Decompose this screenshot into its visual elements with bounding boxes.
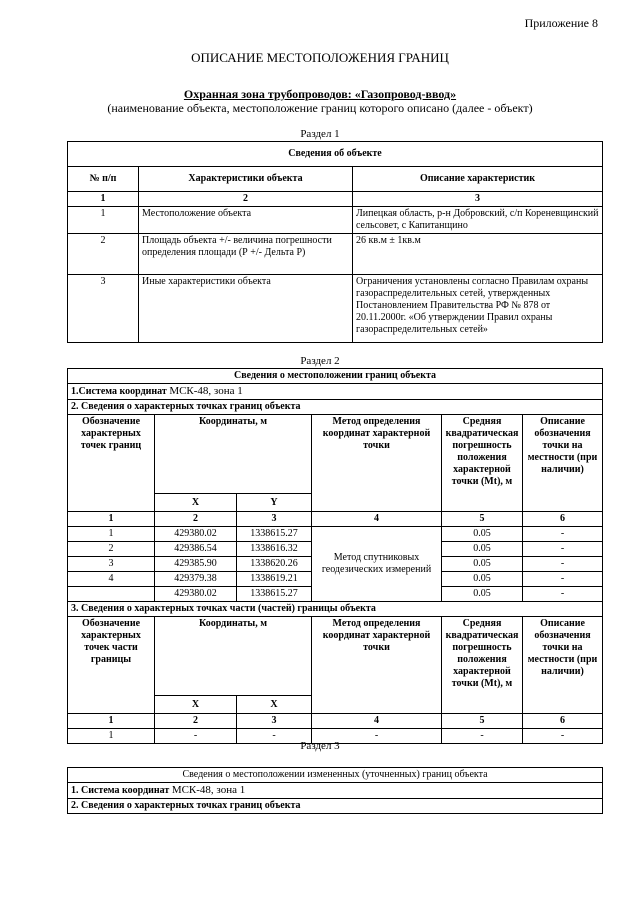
part-err: - [442,729,523,744]
part-number: 1 [68,729,155,744]
h-desc-part: Описание обозначения точки на местности (при наличии) [523,617,603,714]
index-cell: 3 [237,714,312,729]
index-cell: 2 [155,714,237,729]
col-desc: Описание характеристик [353,167,603,192]
section2-table [67,368,603,744]
table-row [68,527,603,542]
h-x: X [155,494,237,512]
section1-label: Раздел 1 [300,128,340,140]
coord-system [68,384,603,400]
point-y: 1338616.32 [237,542,312,557]
point-x: 429386.54 [155,542,237,557]
index-cell: 1 [68,714,155,729]
point-number: 2 [68,542,155,557]
point-y: 1338620.26 [237,557,312,572]
section1-header: Сведения об объекте [68,142,603,167]
point-desc: - [523,572,603,587]
row-char: Местоположение объекта [139,207,353,234]
row-char: Площадь объекта +/- величина погрешности определения площади (Р +/- Дельта Р) [139,234,353,275]
row-number: 3 [68,275,139,343]
h-y-part: X [237,696,312,714]
table-row [68,275,603,343]
h-err-part: Средняя квадратическая погрешность положения характерной точки (Mt), м [442,617,523,714]
part-x: - [155,729,237,744]
h-coords-part: Координаты, м [155,617,312,696]
subsection-2: 2. Сведения о характерных точках границ объекта [68,400,603,415]
page-title: ОПИСАНИЕ МЕСТОПОЛОЖЕНИЯ ГРАНИЦ [191,50,449,65]
index-cell: 5 [442,714,523,729]
coord-value-3: МСК-48, зона 1 [171,784,246,796]
subsection-3: 3. Сведения о характерных точках части (частей) границы объекта [68,602,603,617]
point-number: 3 [68,557,155,572]
point-number: 4 [68,572,155,587]
point-x: 429380.02 [155,527,237,542]
point-number: 1 [68,527,155,542]
section3-label: Раздел 3 [300,740,340,752]
h-method: Метод определения координат характерной точки [312,415,442,512]
h-err: Средняя квадратическая погрешность положения характерной точки (Mt), м [442,415,523,512]
zone-note: (наименование объекта, местоположение границ которого описано (далее - объект) [107,101,533,115]
coord-label-3: 1. Система координат [71,785,170,796]
coord-value: МСК-48, зона 1 [169,385,243,397]
index-cell: 6 [523,512,603,527]
h-method-part: Метод определения координат характерной точки [312,617,442,714]
row-char: Иные характеристики объекта [139,275,353,343]
index-cell: 2 [139,192,353,207]
index-cell: 4 [312,714,442,729]
index-cell: 3 [237,512,312,527]
h-point-part: Обозначение характерных точек части границы [68,617,155,714]
h-desc: Описание обозначения точки на местности (при наличии) [523,415,603,512]
part-method: - [312,729,442,744]
point-x: 429380.02 [155,587,237,602]
section2-header: Сведения о местоположении границ объекта [68,369,603,384]
point-err: 0.05 [442,542,523,557]
col-char: Характеристики объекта [139,167,353,192]
section3-table [67,767,603,814]
row-desc: 26 кв.м ± 1кв.м [353,234,603,275]
index-cell: 1 [68,192,139,207]
row-desc: Липецкая область, р-н Добровский, с/п Кореневщинский сельсовет, с Капитанщино [353,207,603,234]
row-desc: Ограничения установлены согласно Правилам охраны газораспределительных сетей, утвержденных Постановлением Правительства РФ № 878 от 20.11.2000г. «Об утверждении Правил охраны газораспределительных сетей» [353,275,603,343]
h-point: Обозначение характерных точек границ [68,415,155,512]
index-cell: 5 [442,512,523,527]
point-err: 0.05 [442,572,523,587]
point-y: 1338615.27 [237,527,312,542]
point-err: 0.05 [442,587,523,602]
point-err: 0.05 [442,527,523,542]
appendix-label: Приложение 8 [524,16,598,30]
subsection-3-2: 2. Сведения о характерных точках границ объекта [68,799,603,814]
method-cell: Метод спутниковых геодезических измерений [312,527,442,602]
point-x: 429379.38 [155,572,237,587]
point-number [68,587,155,602]
row-number: 1 [68,207,139,234]
part-y: - [237,729,312,744]
point-desc: - [523,542,603,557]
coord-label: 1.Система координат [71,386,167,397]
zone-title: Охранная зона трубопроводов: «Газопровод-ввод» [183,87,457,101]
row-number: 2 [68,234,139,275]
section2-label: Раздел 2 [300,355,340,367]
index-cell: 3 [353,192,603,207]
point-x: 429385.90 [155,557,237,572]
index-cell: 1 [68,512,155,527]
point-desc: - [523,557,603,572]
index-cell: 6 [523,714,603,729]
section3-header: Сведения о местоположении измененных (уточненных) границ объекта [68,768,603,783]
index-cell: 4 [312,512,442,527]
h-x-part: X [155,696,237,714]
point-desc: - [523,527,603,542]
point-desc: - [523,587,603,602]
point-y: 1338615.27 [237,587,312,602]
table-row [68,207,603,234]
coord-system-3 [68,783,603,799]
section1-table [67,141,603,343]
table-row [68,234,603,275]
index-cell: 2 [155,512,237,527]
part-desc: - [523,729,603,744]
col-no: № п/п [68,167,139,192]
h-y: Y [237,494,312,512]
h-coords: Координаты, м [155,415,312,494]
point-y: 1338619.21 [237,572,312,587]
point-err: 0.05 [442,557,523,572]
